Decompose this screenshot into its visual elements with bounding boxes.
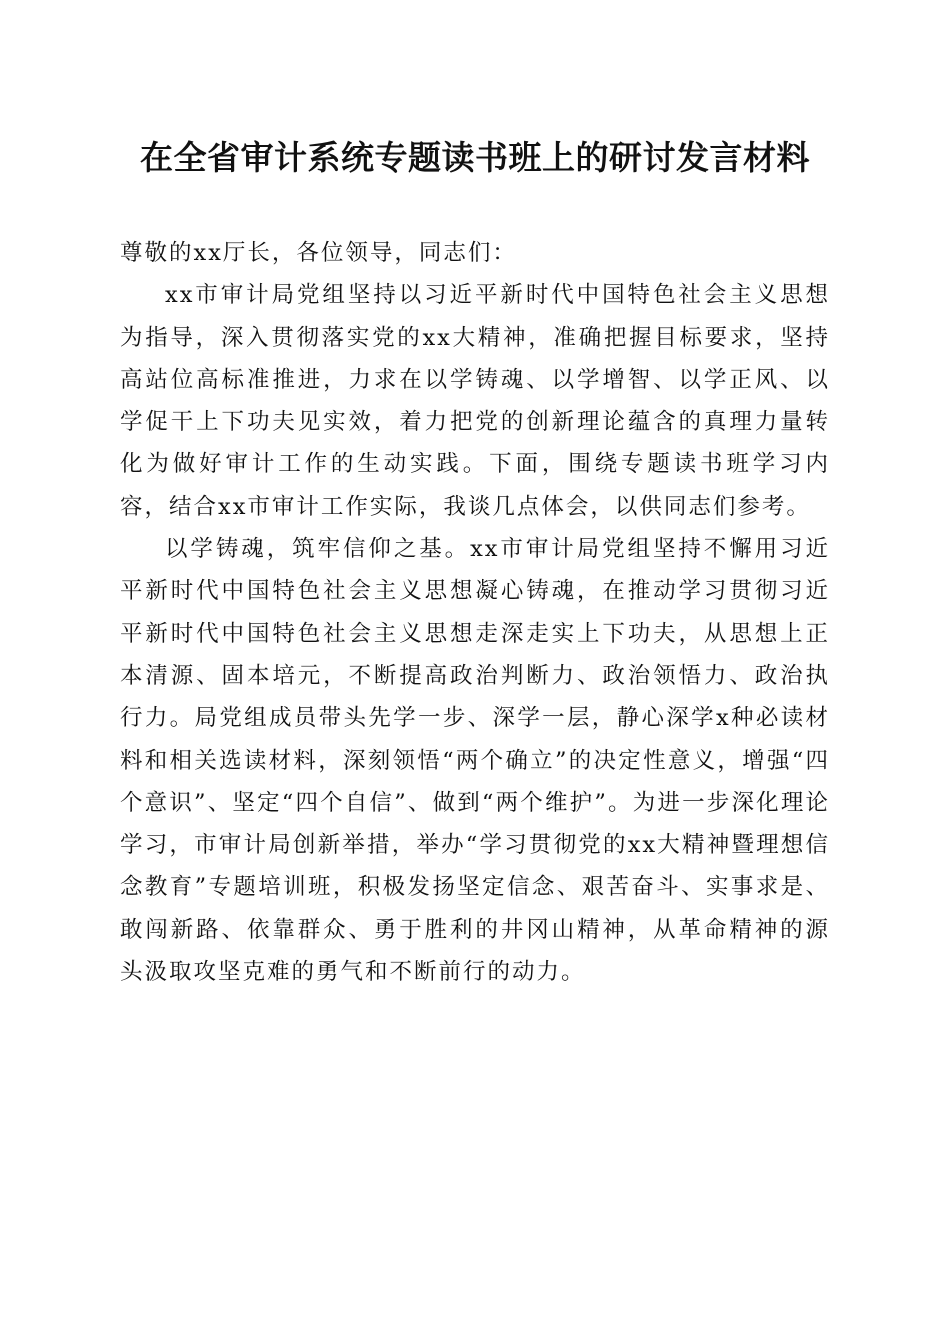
paragraph-intro: xx市审计局党组坚持以习近平新时代中国特色社会主义思想为指导，深入贯彻落实党的xx大精神，准确把握目标要求，坚持高站位高标准推进，力求在以学铸魂、以学增智、以学正风、以学促干上下功夫见实效，着力把党的创新理论蕴含的真理力量转化为做好审计工作的生动实践。下面，围绕专题读书班学习内容，结合xx市审计工作实际，我谈几点体会，以供同志们参考。 <box>120 282 830 520</box>
document-title: 在全省审计系统专题读书班上的研讨发言材料 <box>140 138 810 177</box>
salutation: 尊敬的xx厅长，各位领导，同志们： <box>120 240 517 266</box>
paragraph-soul-casting: 以学铸魂，筑牢信仰之基。xx市审计局党组坚持不懈用习近平新时代中国特色社会主义思想凝心铸魂，在推动学习贯彻习近平新时代中国特色社会主义思想走深走实上下功夫，从思想上正本清源、固本培元，不断提高政治判断力、政治领悟力、政治执行力。局党组成员带头先学一步、深学一层，静心深学x种必读材料和相关选读材料，深刻领悟“两个确立”的决定性意义，增强“四个意识”、坚定“四个自信”、做到“两个维护”。为进一步深化理论学习，市审计局创新举措，举办“学习贯彻党的xx大精神暨理想信念教育”专题培训班，积极发扬坚定信念、艰苦奋斗、实事求是、敢闯新路、依靠群众、勇于胜利的井冈山精神，从革命精神的源头汲取攻坚克难的勇气和不断前行的动力。 <box>120 536 830 986</box>
document-body <box>120 232 830 993</box>
